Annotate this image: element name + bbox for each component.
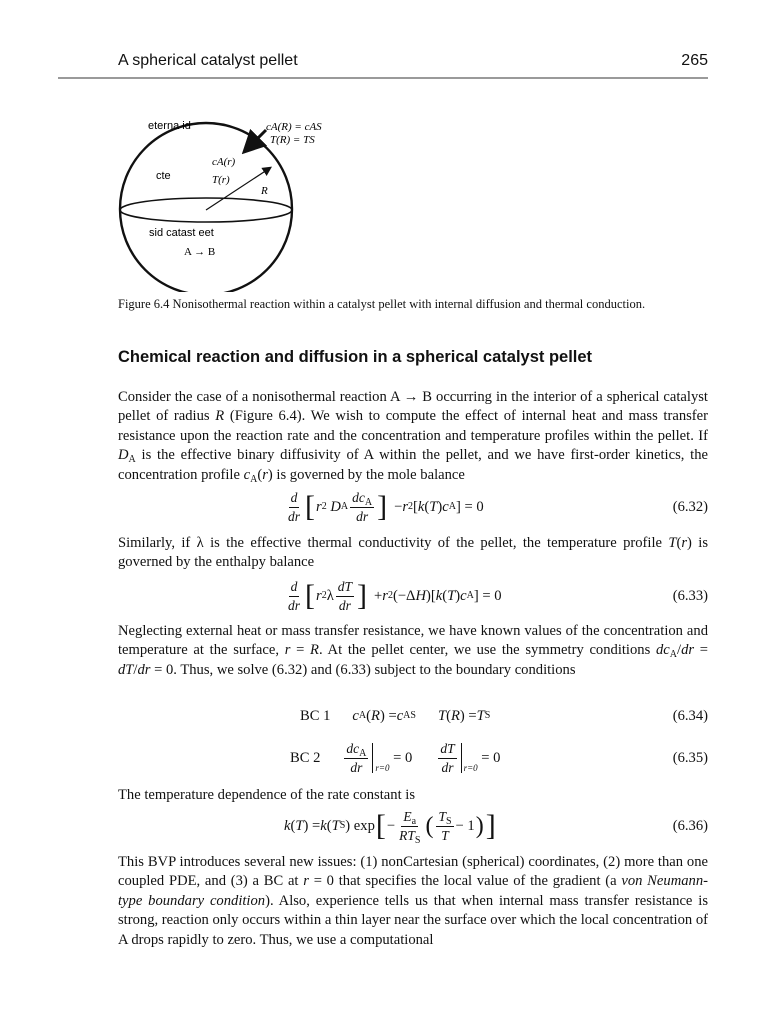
figure-catalyst-pellet: [118, 112, 418, 292]
label-radius: R: [261, 185, 268, 197]
label-center: cte: [156, 170, 171, 182]
equation-number: (6.36): [672, 817, 708, 834]
paragraph-5: This BVP introduces several new issues: (1) nonCartesian (spherical) coordinates, (2) more than one coupled PDE, and (3) a BC at r = 0 that specifies the local value of the gradient (a von Neumann-type boundary condition). Also, experience tells us that when internal mass transfer resistance is strong, reaction only occurs within a thin layer near the surface over which the local concentration of A drops rapidly to zero. Thus, we use a computational: [118, 854, 708, 948]
running-title: A spherical catalyst pellet: [118, 52, 298, 69]
figure-caption: Figure 6.4 Nonisothermal reaction within a catalyst pellet with internal diffusion and thermal conduction.: [118, 297, 646, 311]
equation-number: (6.34): [672, 707, 708, 724]
equation-number: (6.35): [672, 749, 708, 766]
bc2-label: BC 2: [290, 749, 321, 766]
paragraph-4: The temperature dependence of the rate constant is: [118, 787, 416, 803]
section-heading: Chemical reaction and diffusion in a spherical catalyst pellet: [118, 348, 593, 366]
label-solid: sid catast eet: [149, 227, 214, 239]
surface-arrow: [246, 130, 266, 150]
equation-number: (6.32): [672, 498, 708, 515]
equation-6-34: BC 1 c A ( R ) = c AS T ( R ) = T S (6.34): [118, 702, 708, 730]
label-external-fluid: eterna id: [148, 120, 191, 132]
label-bc-conc: cA(R) = cAS: [266, 121, 322, 133]
equation-number: (6.33): [672, 587, 708, 604]
running-head: [118, 52, 708, 74]
equation-6-32: $\frac{d}{dr}$ [ r 2 D A $\frac{dc_A}{dr}$ ] − r 2 [ k ( T ) c A ] = 0 (6.32): [118, 487, 708, 527]
label-field-temp: T(r): [212, 174, 230, 186]
label-reaction: A → B: [184, 246, 216, 258]
pellet-circle: [120, 123, 292, 292]
equation-6-33: $\frac{d}{dr}$ [ r 2 λ $\frac{dT}{dr}$ ] + r 2 (−Δ H )[ k ( T ) c A ] = 0 (6.33): [118, 576, 708, 616]
equation-6-35: BC 2 $\frac{dc_A}{dr}$ r=0 = 0 $\frac{dT}{dr}$ r=0 = 0 (6.35): [118, 738, 708, 778]
pellet-diagram: [118, 112, 418, 292]
header-rule: [58, 77, 708, 79]
paragraph-1: Consider the case of a nonisothermal reaction A → B occurring in the interior of a spherical catalyst pellet of radius R (Figure 6.4). We wish to compute the effect of internal heat and mass transfer resistance upon the reaction rate and the concentration and temperature profiles within the pellet. If $D_A$ is the effective binary diffusivity of A within the pellet, and we have first-order kinetics, the concentration profile $c_A(r)$ is governed by the mole balance: [118, 389, 708, 485]
label-field-conc: cA(r): [212, 156, 236, 168]
von-neumann-term: von Neumann-type boundary condition: [118, 873, 708, 909]
label-bc-temp: T(R) = TS: [270, 134, 315, 146]
bc1-label: BC 1: [300, 707, 331, 724]
paragraph-3: Neglecting external heat or mass transfer resistance, we have known values of the concentration and temperature at the surface, r = R. At the pellet center, we use the symmetry conditions $dc_A/dr = dT/dr = 0$. Thus, we solve (6.32) and (6.33) subject to the boundary conditions: [118, 623, 708, 678]
equation-6-36: k ( T ) = k ( T S ) exp [ − $\frac{E_a}{RT_S}$ ( $\frac{T_S}{T}$ − 1 ) ] (6.36): [118, 806, 708, 846]
paragraph-2: Similarly, if λ is the effective thermal conductivity of the pellet, the temperature profile T(r) is governed by the enthalpy balance: [118, 535, 708, 571]
page-number: 265: [681, 52, 708, 69]
